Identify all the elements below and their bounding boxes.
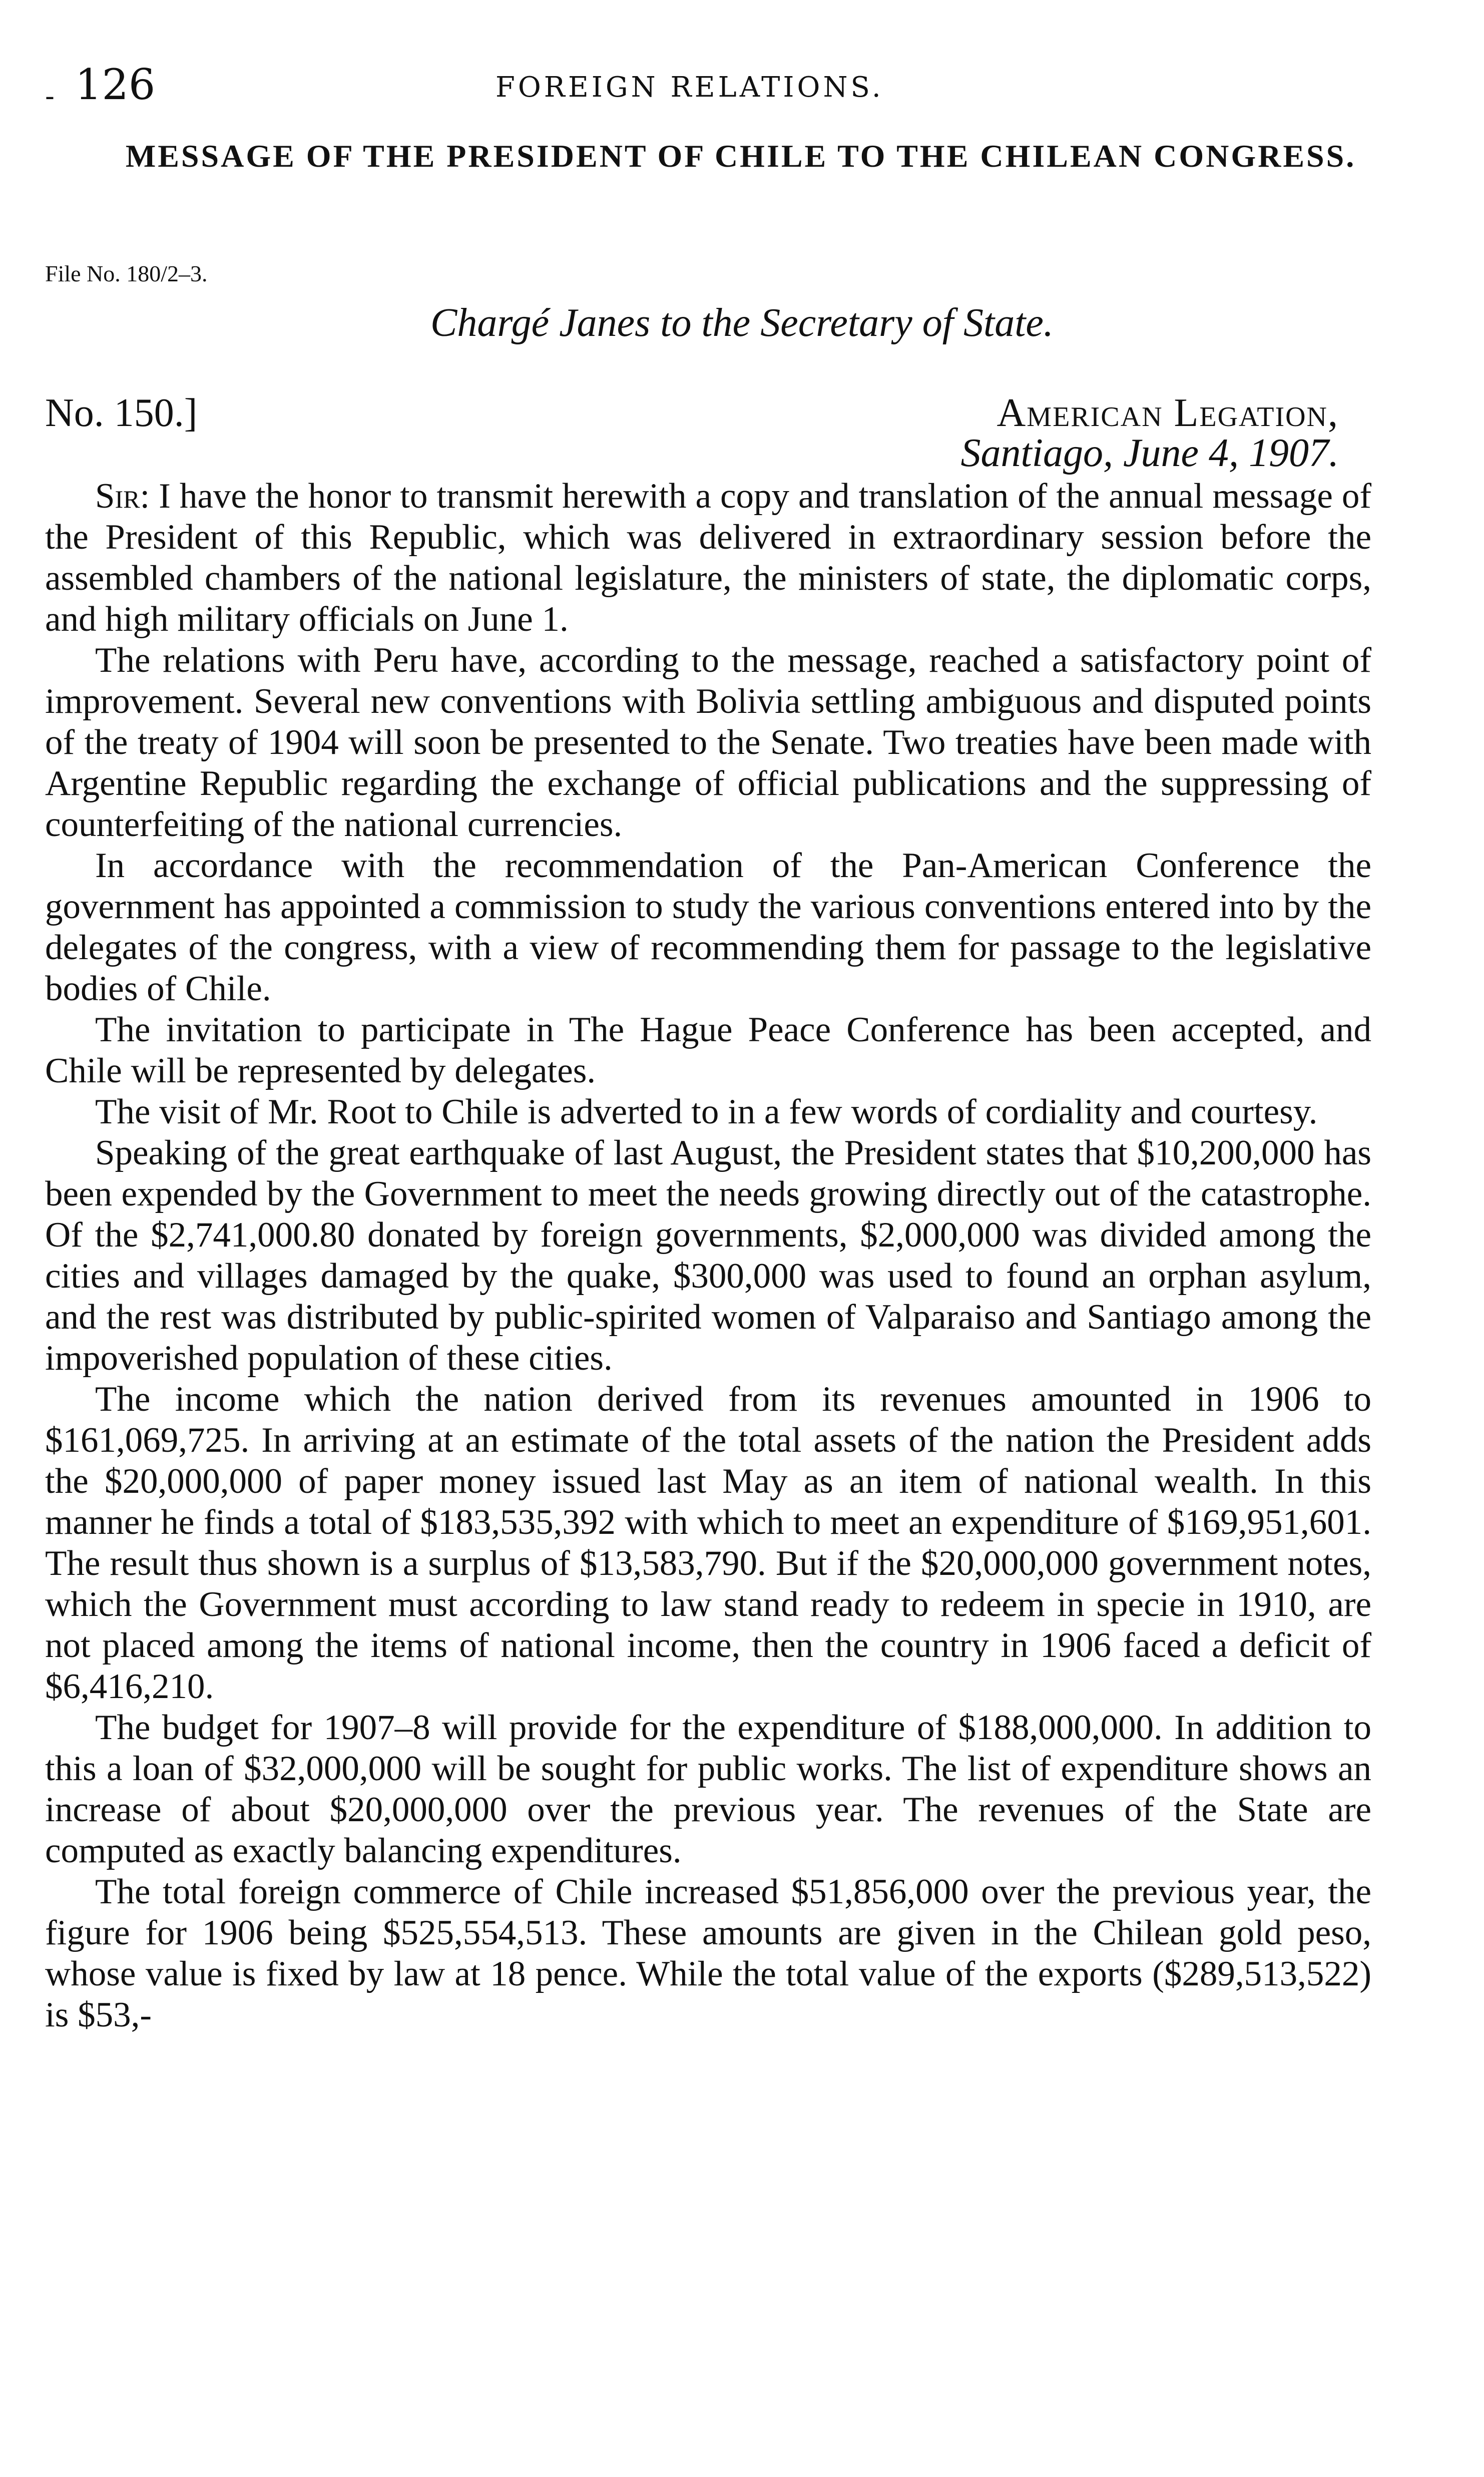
byline: Chargé Janes to the Secretary of State. (430, 301, 1054, 345)
paragraph-8: The budget for 1907–8 will provide for the expenditure of $188,000,000. In addition to this a loan of $32,000,000 will be sought for public works. The list of expenditure shows an increase of about $20,000,000 over the previous year. The revenues of the State are computed as exactly balancing expenditures. (45, 1708, 1371, 1870)
page-number: 126 (75, 60, 156, 109)
paragraph-1 (45, 476, 1371, 640)
file-number: File No. 180/2–3. (45, 261, 208, 286)
paragraph-4: The invitation to participate in The Hague Peace Conference has been accepted, and Chile will be represented by delegates. (45, 1010, 1371, 1090)
paragraph-6: Speaking of the great earthquake of last August, the President states that $10,200,000 has been expended by the Government to meet the needs growing directly out of the catastrophe. Of the $2,741,000.80 donated by foreign governments, $2,000,000 was divided among the cities and villages damaged by the quake, $300,000 was used to found an orphan asylum, and the rest was distributed by public-spirited women of Valparaiso and Santiago among the impoverished population of these cities. (45, 1133, 1371, 1378)
paragraph-7: The income which the nation derived from its revenues amounted in 1906 to $161,069,725. In arriving at an estimate of the total assets of the nation the President adds the $20,000,000 of paper money issued last May as an item of national wealth. In this manner he finds a total of $183,535,392 with which to meet an expenditure of $169,951,601. The result thus shown is a surplus of $13,583,790. But if the $20,000,000 government notes, which the Government must according to law stand ready to redeem in specie in 1910, are not placed among the items of national income, then the country in 1906 faced a deficit of $6,416,210. (45, 1380, 1371, 1706)
dateline: Santiago, June 4, 1907. (960, 431, 1339, 475)
dispatch-number: No. 150.] (45, 391, 198, 435)
paragraph-3: In accordance with the recommendation of the Pan-American Conference the government has appointed a commission to study the various conventions entered into by the delegates of the congress, with a view of recommending them for passage to the legislative bodies of Chile. (45, 846, 1371, 1008)
legation-heading: American Legation, (997, 391, 1339, 435)
running-title: FOREIGN RELATIONS. (496, 71, 884, 104)
document-title: MESSAGE OF THE PRESIDENT OF CHILE TO THE CHILEAN CONGRESS. (125, 138, 1356, 174)
running-head (45, 60, 1381, 115)
salutation: Sir: (95, 477, 150, 516)
letter-body (45, 476, 1371, 2035)
margin-dash: - (45, 80, 55, 113)
paragraph-9: The total foreign commerce of Chile increased $51,856,000 over the previous year, the figure for 1906 being $525,554,513. These amounts are given in the Chilean gold peso, whose value is fixed by law at 18 pence. While the total value of the exports ($289,513,522) is $53,- (45, 1872, 1371, 2034)
paragraph-5: The visit of Mr. Root to Chile is adverted to in a few words of cordiality and courtesy. (95, 1092, 1318, 1131)
paragraph-1-text: I have the honor to transmit herewith a copy and translation of the annual message of the President of this Republic, which was delivered in extraordinary session before the assembled chambers of the national legislature, the ministers of state, the diplomatic corps, and high military officials on June 1. (45, 477, 1371, 639)
paragraph-2: The relations with Peru have, according to the message, reached a satisfactory point of improvement. Several new conventions with Bolivia settling ambiguous and disputed points of the treaty of 1904 will soon be presented to the Senate. Two treaties have been made with Argentine Republic regarding the exchange of official publications and the suppressing of counterfeiting of the national currencies. (45, 641, 1371, 844)
